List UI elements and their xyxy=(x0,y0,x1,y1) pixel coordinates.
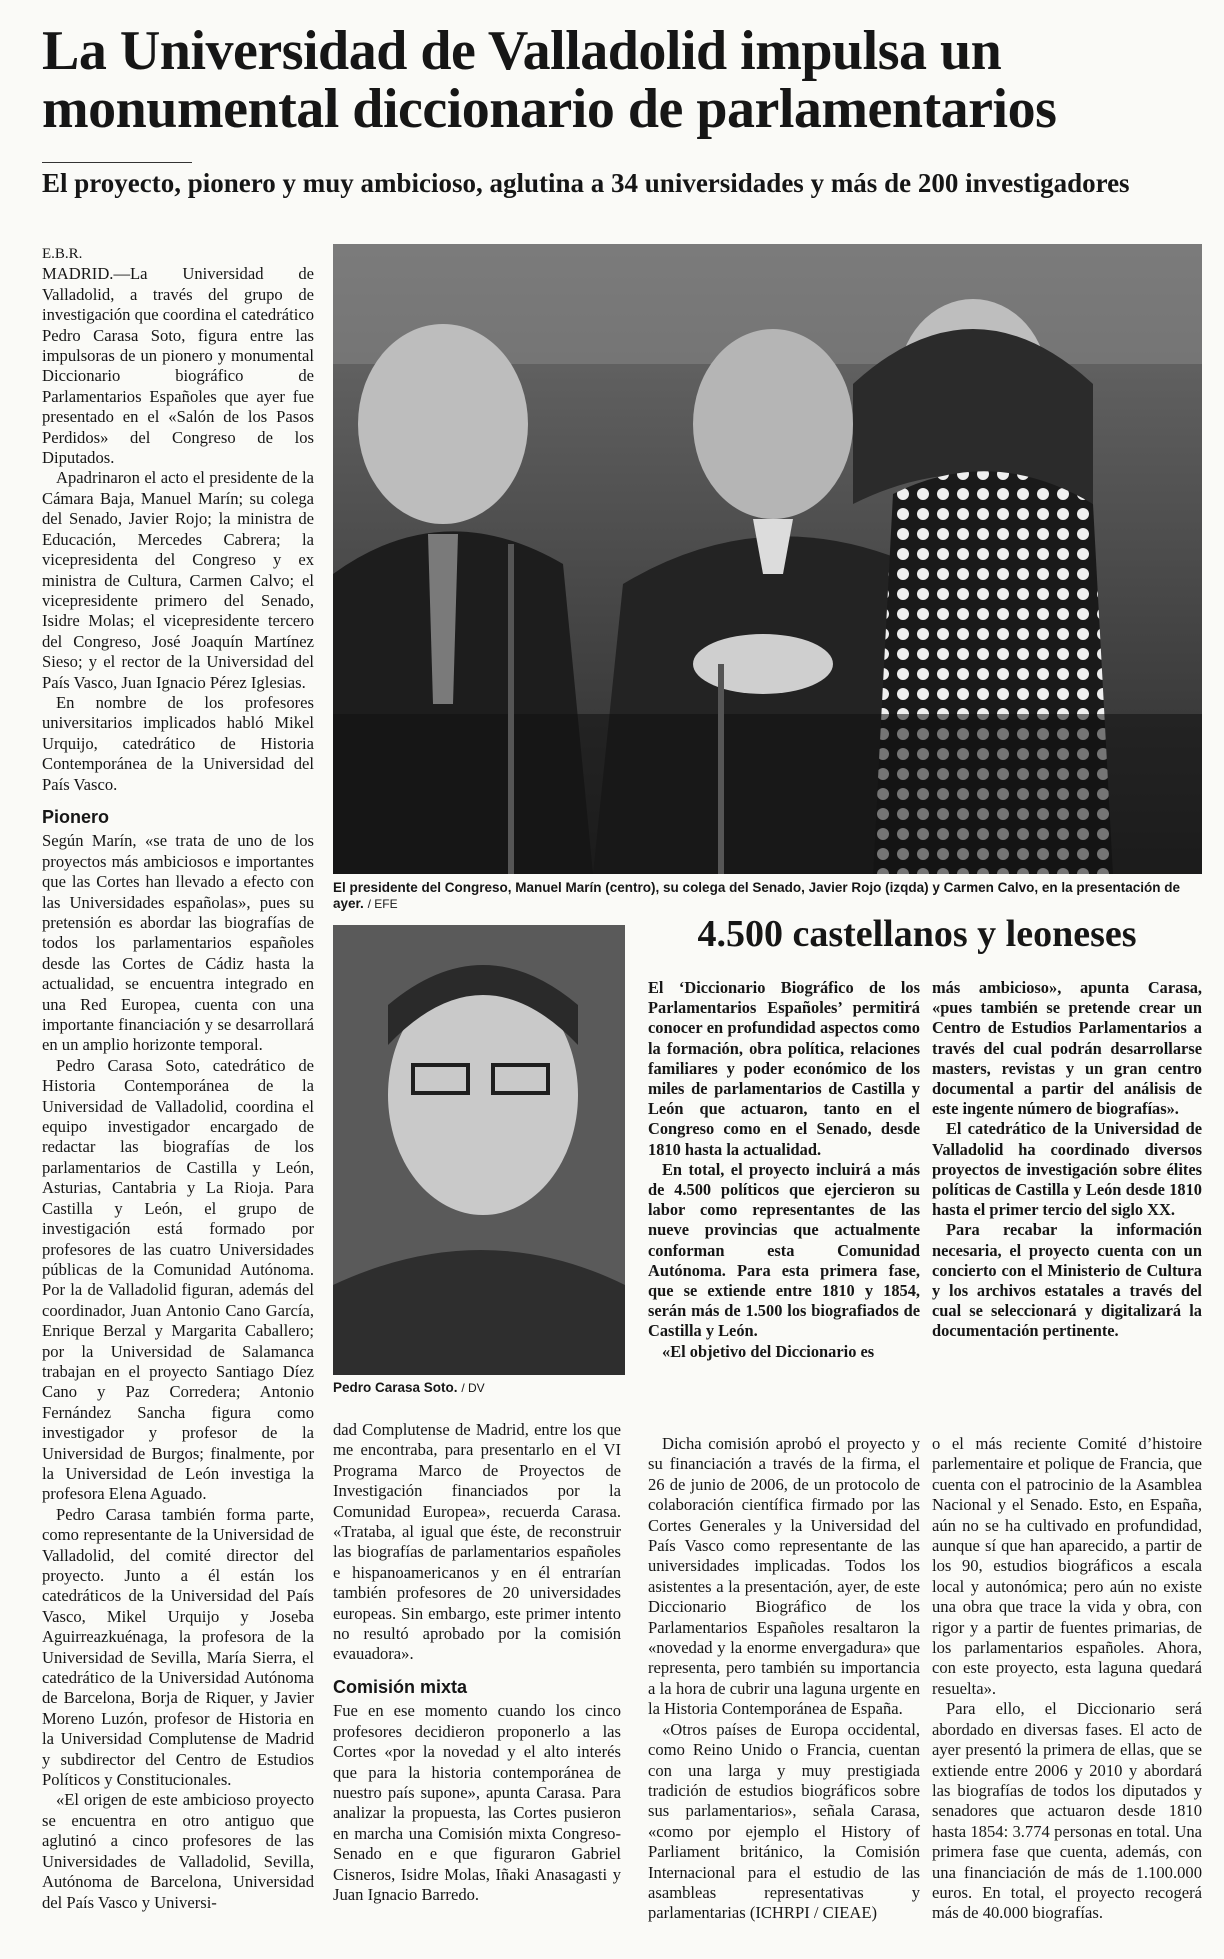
column-1 xyxy=(42,244,314,1913)
sidebar-headline: 4.500 castellanos y leoneses xyxy=(697,913,1137,955)
paragraph: Apadrinaron el acto el presidente de la Cámara Baja, Manuel Marín; su colega del Senado, Javier Rojo; la ministra de Educación, Mercedes Cabrera; la vicepresidenta del Congreso y ex ministra de Cultura, Carmen Calvo; el vicepresidente primero del Senado, Isidre Molas; el vicepresidente tercero del Congreso, José Joaquín Martínez Sieso; y el rector de la Universidad del País Vasco, Juan Ignacio Pérez Iglesias. xyxy=(42,468,314,692)
paragraph: MADRID.—La Universidad de Valladolid, a través del grupo de investigación que coordina el catedrático Pedro Carasa Soto, figura entre las impulsoras de un pionero y monumental Diccionario biográfico de Parlamentarios Españoles que ayer fue presentado en el «Salón de los Pasos Perdidos» del Congreso de los Diputados. xyxy=(42,264,314,468)
portrait-photo xyxy=(333,925,625,1375)
rule xyxy=(42,162,192,163)
paragraph: Para ello, el Diccionario será abordado en diversas fases. El acto de ayer presentó la primera de ellas, que se extiende entre 2006 y 2010 y abordará las biografías de todos los diputados y senadores que actuaron desde 1810 hasta 1854: 3.774 personas en total. Una primera fase que cuenta, además, con una financiación de más de 1.100.000 euros. En total, el proyecto recogerá más de 40.000 biografías. xyxy=(932,1699,1202,1923)
paragraph: «El origen de este ambicioso proyecto se encuentra en otro antiguo que aglutinó a cinco profesores de las Universidades de Valladolid, Sevilla, Autónoma de Barcelona, Universidad del País Vasco y Universi- xyxy=(42,1790,314,1912)
sidebar-column-a xyxy=(648,978,920,1362)
column-4 xyxy=(932,1434,1202,1924)
caption-text: Pedro Carasa Soto. xyxy=(333,1380,458,1395)
paragraph: «Otros países de Europa occidental, como Reino Unido o Francia, cuentan con una larga y muy prestigiada tradición de estudios biográficos sobre sus parlamentarios», señala Carasa, «como por ejemplo el History of Parliament británico, la Comisión Internacional para el estudio de las asambleas representativas y parlamentarias (ICHRPI / CIEAE) xyxy=(648,1719,920,1923)
paragraph: más ambicioso», apunta Carasa, «pues también se pretende crear un Centro de Estudios Parlamentarios a través del cual podrán desarrollarse masters, revistas y un gran centro documental a partir del análisis de este ingente número de biografías». xyxy=(932,978,1202,1119)
portrait-photo-image xyxy=(333,925,625,1375)
paragraph: El ‘Diccionario Biográfico de los Parlamentarios Españoles’ permitirá conocer en profundidad aspectos como la formación, obra política, relaciones familiares y poder económico de los miles de parlamentarios de Castilla y León que actuaron, tanto en el Congreso como en el Senado, desde 1810 hasta la actualidad. xyxy=(648,978,920,1159)
paragraph: En total, el proyecto incluirá a más de 4.500 políticos que ejercieron su labor como representantes de las nueve provincias que actualmente conforman esta Comunidad Autónoma. Para esta primera fase, que se extiende entre 1810 y 1854, serán más de 1.500 los biografiados de Castilla y León. xyxy=(648,1159,920,1341)
byline: E.B.R. xyxy=(42,246,83,262)
paragraph: El catedrático de la Universidad de Valladolid ha coordinado diversos proyectos de investigación sobre élites políticas de Castilla y León desde 1810 hasta el primer tercio del siglo XX. xyxy=(932,1119,1202,1220)
main-photo-image xyxy=(333,244,1202,874)
paragraph: dad Complutense de Madrid, entre los que me encontraba, para presentarlo en el VI Programa Marco de Proyectos de Investigación financiados por la Comunidad Europea», recuerda Carasa. «Trataba, al igual que éste, de reconstruir las biografías de parlamentarios españoles e hispanoamericanos y en él entrarían también profesores de 20 universidades europeas. Sin embargo, este primer intento no resultó aprobado por la comisión evauadora». xyxy=(333,1420,621,1664)
main-photo xyxy=(333,244,1202,874)
section-heading: Comisión mixta xyxy=(333,1676,468,1697)
photo-credit: / DV xyxy=(461,1381,485,1395)
column-3 xyxy=(648,1434,920,1924)
column-2 xyxy=(333,1420,621,1905)
paragraph: Pedro Carasa también forma parte, como representante de la Universidad de Valladolid, del comité director del proyecto. Junto a él están los catedráticos de la Universidad del País Vasco, Mikel Urquijo y Joseba Aguirreazkuénaga, la profesora de la Universidad de Sevilla, María Sierra, el catedrático de la Universidad Autónoma de Barcelona, Borja de Riquer, y Javier Moreno Luzón, profesor de Historia en la Universidad Complutense de Madrid y subdirector del Centro de Estudios Políticos y Constitucionales. xyxy=(42,1504,314,1790)
paragraph: Pedro Carasa Soto, catedrático de Historia Contemporánea de la Universidad de Valladolid, coordina el equipo investigador encargado de redactar las biografías de los parlamentarios de Castilla y León, Asturias, Cantabria y La Rioja. Para Castilla y León, el grupo de investigación está formado por profesores de las cuatro Universidades públicas de la Comunidad Autónoma. Por la de Valladolid figuran, además del coordinador, Juan Antonio Cano García, Enrique Berzal y Margarita Caballero; por la Universidad de Salamanca trabajan en el proyecto Santiago Díez Cano y Paz Corredera; Antonio Fernández Sancha figura como investigador y profesor de la Universidad de Burgos; finalmente, por la Universidad de León investiga la profesora Elena Aguado. xyxy=(42,1055,314,1504)
sidebar-column-b xyxy=(932,978,1202,1342)
paragraph: o el más reciente Comité d’histoire parlementaire et polique de Francia, que cuenta con el patrocinio de la Asamblea Nacional y el Senado. Esto, en España, aún no se ha cultivado en profundidad, aunque sí que han aparecido, a partir de los 90, estudios biográficos a escala local y autonómica; pero aún no existe una obra que trace la vida y obra, con rigor y a partir de fuentes primarias, de los parlamentarios españoles. Ahora, con este proyecto, esta laguna quedará resuelta». xyxy=(932,1434,1202,1698)
paragraph: Dicha comisión aprobó el proyecto y su financiación a través de la firma, el 26 de junio de 2006, de un protocolo de colaboración científica firmado por las Cortes Generales y la Universidad del País Vasco como representante de las universidades implicadas. Todos los asistentes a la presentación, ayer, de este Diccionario Biográfico de los Parlamentarios Españoles resaltaron la «novedad y la enorme envergadura» que representa, pero también su importancia a la hora de cubrir una laguna urgente en la Historia Contemporánea de España. xyxy=(648,1434,920,1719)
paragraph: Fue en ese momento cuando los cinco profesores decidieron proponerlo a las Cortes «por la novedad y el alto interés que para la historia contemporánea de nuestro país supone», apunta Carasa. Para analizar la propuesta, las Cortes pusieron en marcha una Comisión mixta Congreso-Senado en e que figuraron Gabriel Cisneros, Isidre Molas, Iñaki Anasagasti y Juan Ignacio Barredo. xyxy=(333,1701,621,1904)
section-heading: Pionero xyxy=(42,806,110,827)
subheadline: El proyecto, pionero y muy ambicioso, aglutina a 34 universidades y más de 200 investigadores xyxy=(42,168,1130,198)
headline: La Universidad de Valladolid impulsa un monumental diccionario de parlamentarios xyxy=(42,20,1057,140)
paragraph: «El objetivo del Diccionario es xyxy=(662,1341,875,1361)
caption-text: El presidente del Congreso, Manuel Marín (centro), su colega del Senado, Javier Rojo (izqda) y Carmen Calvo, en la presentación de ayer. xyxy=(333,880,1180,911)
portrait-caption xyxy=(333,1380,625,1396)
paragraph: Para recabar la información necesaria, el proyecto cuenta con un concierto con el Ministerio de Cultura y los archivos estatales a través del cual se seleccionará y digitalizará la documentación pertinente. xyxy=(932,1220,1202,1341)
paragraph: Según Marín, «se trata de uno de los proyectos más ambiciosos e importantes que las Cortes han llevado a efecto con las Universidades españolas», pues su pretensión es abordar las biografías de todos los parlamentarios españoles desde las Cortes de Cádiz hasta la actualidad, se encuentra integrado en una Red Europea, cuenta con una importante financiación y se desarrollará en un amplio horizonte temporal. xyxy=(42,831,314,1055)
photo-credit: / EFE xyxy=(367,897,398,911)
paragraph: En nombre de los profesores universitarios implicados habló Mikel Urquijo, catedrático de Historia Contemporánea de la Universidad del País Vasco. xyxy=(42,692,314,794)
main-photo-caption xyxy=(333,880,1202,912)
